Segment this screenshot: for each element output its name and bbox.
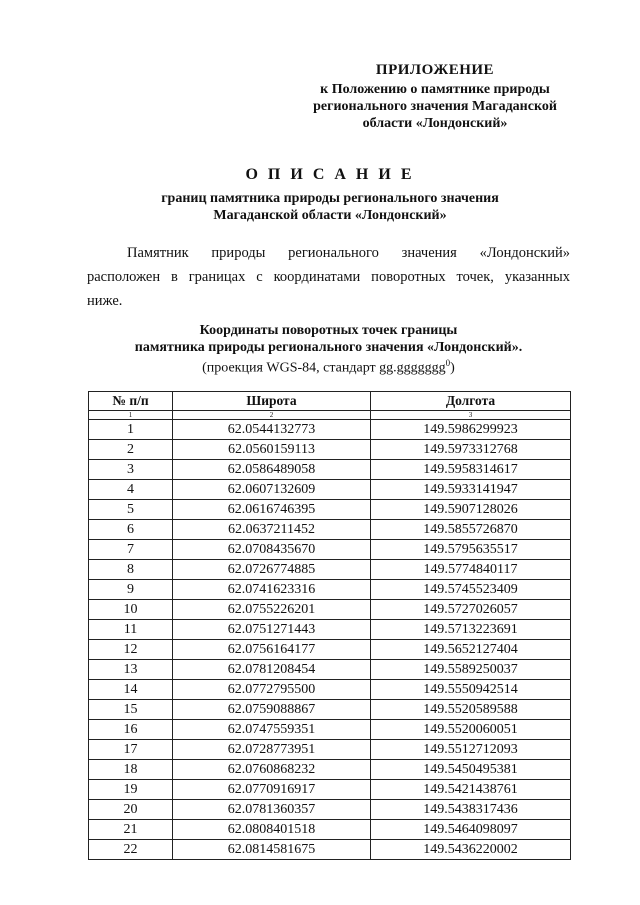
point-number-cell: 12 [89, 640, 173, 660]
table-row [89, 500, 571, 520]
point-number-cell: 17 [89, 740, 173, 760]
table-row [89, 560, 571, 580]
longitude-cell: 149.5973312768 [371, 440, 571, 460]
latitude-cell: 62.0759088867 [173, 700, 371, 720]
latitude-cell: 62.0586489058 [173, 460, 371, 480]
point-number-cell: 13 [89, 660, 173, 680]
latitude-cell: 62.0741623316 [173, 580, 371, 600]
point-number-cell: 11 [89, 620, 173, 640]
latitude-cell: 62.0760868232 [173, 760, 371, 780]
index-cell: 1 [89, 411, 173, 420]
latitude-cell: 62.0607132609 [173, 480, 371, 500]
longitude-cell: 149.5652127404 [371, 640, 571, 660]
table-header-row [89, 392, 571, 411]
longitude-cell: 149.5589250037 [371, 660, 571, 680]
longitude-cell: 149.5436220002 [371, 840, 571, 860]
table-row [89, 420, 571, 440]
latitude-cell: 62.0751271443 [173, 620, 371, 640]
point-number-cell: 9 [89, 580, 173, 600]
table-row [89, 440, 571, 460]
header-latitude: Широта [173, 392, 371, 411]
projection-superscript: 0 [445, 358, 451, 368]
latitude-cell: 62.0772795500 [173, 680, 371, 700]
longitude-cell: 149.5713223691 [371, 620, 571, 640]
table-row [89, 620, 571, 640]
table-row [89, 460, 571, 480]
point-number-cell: 14 [89, 680, 173, 700]
latitude-cell: 62.0808401518 [173, 820, 371, 840]
projection-close: ) [450, 360, 455, 376]
longitude-cell: 149.5933141947 [371, 480, 571, 500]
longitude-cell: 149.5745523409 [371, 580, 571, 600]
body-paragraph [87, 241, 570, 313]
coordinates-title [87, 322, 570, 356]
longitude-cell: 149.5520060051 [371, 720, 571, 740]
table-row [89, 480, 571, 500]
point-number-cell: 2 [89, 440, 173, 460]
point-number-cell: 20 [89, 800, 173, 820]
appendix-line: области «Лондонский» [362, 116, 508, 131]
table-row [89, 640, 571, 660]
appendix-subtitle [300, 81, 570, 132]
table-row [89, 840, 571, 860]
index-cell: 3 [371, 411, 571, 420]
table-row [89, 780, 571, 800]
paragraph-line: ниже. [87, 293, 123, 309]
coordinates-title-line: памятника природы регионального значения «Лондонский». [134, 340, 523, 355]
point-number-cell: 3 [89, 460, 173, 480]
point-number-cell: 21 [89, 820, 173, 840]
table-row [89, 800, 571, 820]
longitude-cell: 149.5774840117 [371, 560, 571, 580]
longitude-cell: 149.5958314617 [371, 460, 571, 480]
coordinates-title-line: Координаты поворотных точек границы [199, 323, 458, 338]
description-title: О П И С А Н И Е [245, 166, 415, 183]
point-number-cell: 5 [89, 500, 173, 520]
point-number-cell: 19 [89, 780, 173, 800]
latitude-cell: 62.0637211452 [173, 520, 371, 540]
longitude-cell: 149.5421438761 [371, 780, 571, 800]
header-number: № п/п [89, 392, 173, 411]
table-row [89, 520, 571, 540]
coordinates-table [88, 391, 571, 860]
description-subtitle [60, 190, 600, 224]
latitude-cell: 62.0781360357 [173, 800, 371, 820]
table-row [89, 600, 571, 620]
longitude-cell: 149.5550942514 [371, 680, 571, 700]
point-number-cell: 8 [89, 560, 173, 580]
longitude-cell: 149.5986299923 [371, 420, 571, 440]
appendix-line: регионального значения Магаданской [313, 99, 557, 114]
table-row [89, 820, 571, 840]
point-number-cell: 18 [89, 760, 173, 780]
table-row [89, 540, 571, 560]
latitude-cell: 62.0781208454 [173, 660, 371, 680]
projection-note [87, 358, 570, 377]
latitude-cell: 62.0756164177 [173, 640, 371, 660]
longitude-cell: 149.5464098097 [371, 820, 571, 840]
table-row [89, 740, 571, 760]
paragraph-line: Памятник природы регионального значения «Лондонский» [127, 245, 570, 261]
longitude-cell: 149.5795635517 [371, 540, 571, 560]
paragraph-line: расположен в границах с координатами поворотных точек, указанных [87, 269, 570, 285]
description-line: границ памятника природы регионального значения [161, 191, 499, 206]
header-longitude: Долгота [371, 392, 571, 411]
longitude-cell: 149.5438317436 [371, 800, 571, 820]
point-number-cell: 1 [89, 420, 173, 440]
point-number-cell: 22 [89, 840, 173, 860]
latitude-cell: 62.0560159113 [173, 440, 371, 460]
description-line: Магаданской области «Лондонский» [213, 208, 447, 223]
table-row [89, 700, 571, 720]
latitude-cell: 62.0814581675 [173, 840, 371, 860]
latitude-cell: 62.0544132773 [173, 420, 371, 440]
longitude-cell: 149.5450495381 [371, 760, 571, 780]
point-number-cell: 15 [89, 700, 173, 720]
longitude-cell: 149.5512712093 [371, 740, 571, 760]
longitude-cell: 149.5727026057 [371, 600, 571, 620]
appendix-line: к Положению о памятнике природы [320, 82, 550, 97]
point-number-cell: 10 [89, 600, 173, 620]
latitude-cell: 62.0726774885 [173, 560, 371, 580]
latitude-cell: 62.0708435670 [173, 540, 371, 560]
latitude-cell: 62.0747559351 [173, 720, 371, 740]
table-row [89, 760, 571, 780]
projection-text: (проекция WGS-84, стандарт gg.ggggggg [202, 360, 446, 376]
point-number-cell: 7 [89, 540, 173, 560]
table-row [89, 660, 571, 680]
point-number-cell: 4 [89, 480, 173, 500]
index-cell: 2 [173, 411, 371, 420]
table-row [89, 720, 571, 740]
latitude-cell: 62.0770916917 [173, 780, 371, 800]
point-number-cell: 16 [89, 720, 173, 740]
latitude-cell: 62.0755226201 [173, 600, 371, 620]
longitude-cell: 149.5855726870 [371, 520, 571, 540]
latitude-cell: 62.0728773951 [173, 740, 371, 760]
table-row [89, 580, 571, 600]
longitude-cell: 149.5907128026 [371, 500, 571, 520]
point-number-cell: 6 [89, 520, 173, 540]
longitude-cell: 149.5520589588 [371, 700, 571, 720]
latitude-cell: 62.0616746395 [173, 500, 371, 520]
appendix-title: ПРИЛОЖЕНИЕ [375, 62, 495, 78]
table-index-row [89, 411, 571, 420]
table-row [89, 680, 571, 700]
